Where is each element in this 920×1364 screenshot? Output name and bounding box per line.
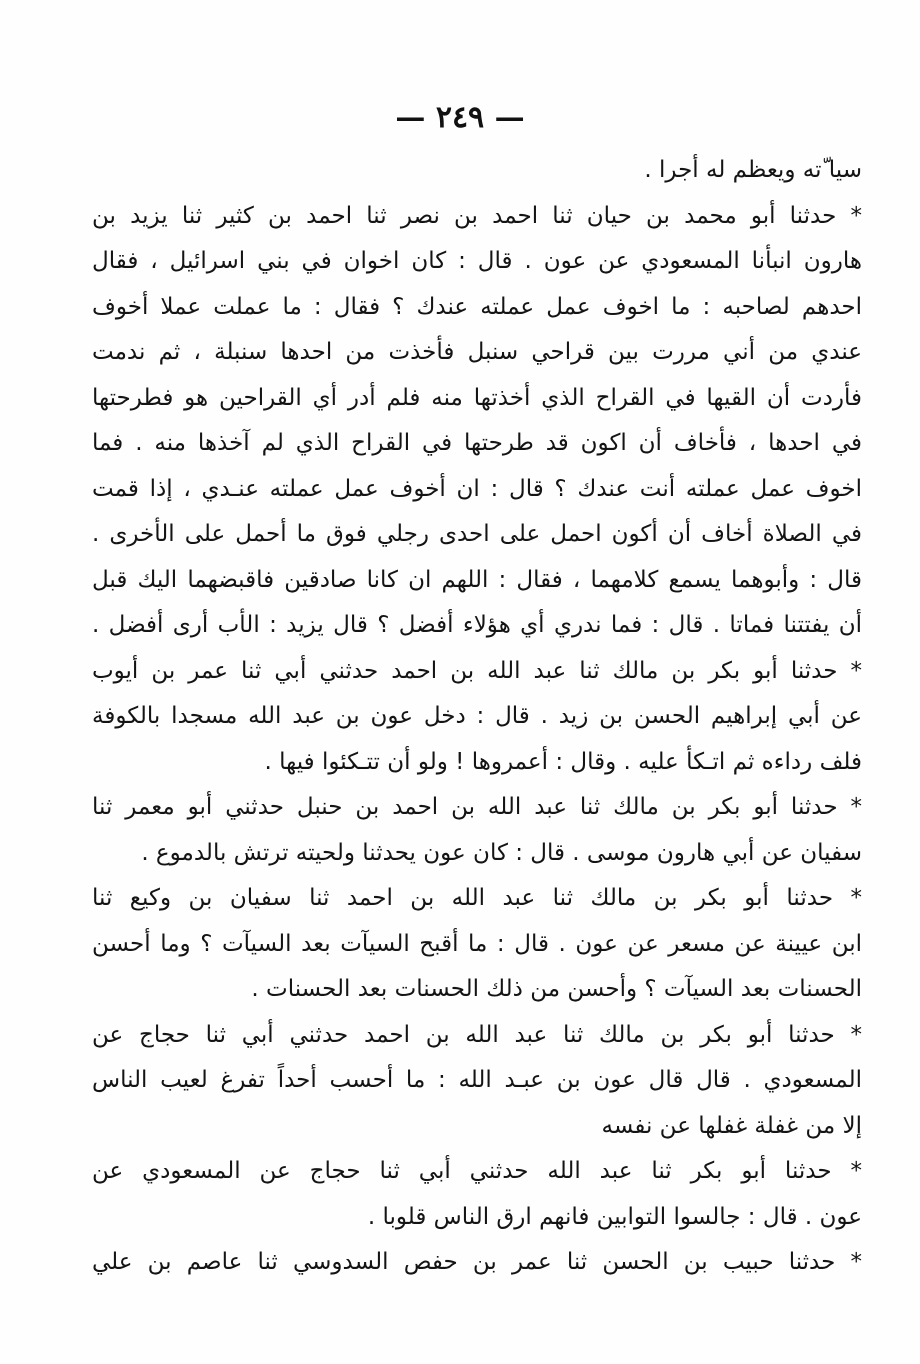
text-line: عن أبي إبراهيم الحسن بن زيد . قال : دخل عون بن عبد الله مسجدا بالكوفة xyxy=(92,703,862,729)
text-line: * حدثنا أبو بكر بن مالك ثنا عبد الله بن احمد حدثني أبي ثنا عمر بن أيوب xyxy=(92,657,862,684)
text-line: ابن عيينة عن مسعر عن عون . قال : ما أقبح السيآت بعد السيآت ؟ وما أحسن xyxy=(92,930,862,957)
text-line: أن يفتتنا فماتا . قال : فما ندري أي هؤلاء أفضل ؟ قال يزيد : الأب أرى أفضل . xyxy=(92,612,862,638)
text-line: المسعودي . قال قال عون بن عبـد الله : ما أحسب أحداً تفرغ لعيب الناس xyxy=(92,1067,862,1093)
text-line: فلف رداءه ثم اتـكأ عليه . وقال : أعمروها ! ولو أن تتـكئوا فيها . xyxy=(264,748,862,775)
text-line: هارون انبأنا المسعودي عن عون . قال : كان اخوان في بني اسرائيل ، فقال xyxy=(92,248,862,274)
text-line: احدهم لصاحبه : ما اخوف عمل عملته عندك ؟ فقال : ما عملت عملا أخوف xyxy=(92,293,862,320)
text-line: عون . قال : جالسوا التوابين فانهم ارق الناس قلوبا . xyxy=(367,1203,862,1230)
text-line: اخوف عمل عملته أنت عندك ؟ قال : ان أخوف عمل عملته عنـدي ، إذا قمت xyxy=(92,475,862,502)
text-line: سيا ّته ويعظم له أجرا . xyxy=(644,157,862,183)
text-line: * حدثنا أبو بكر بن مالك ثنا عبد الله بن احمد بن حنبل حدثني أبو معمر ثنا xyxy=(92,794,862,820)
text-line: * حدثنا أبو محمد بن حيان ثنا احمد بن نصر ثنا احمد بن كثير ثنا يزيد بن xyxy=(92,202,862,229)
text-line: إلا من غفلة غفلها عن نفسه xyxy=(601,1112,862,1139)
text-line: في احدها ، فأخاف أن اكون قد طرحتها في القراح الذي لم آخذها منه . فما xyxy=(92,430,862,456)
text-line: * حدثنا أبو بكر ثنا عبد الله حدثني أبي ثنا حجاج عن المسعودي عن xyxy=(92,1158,862,1184)
page-number: — ٢٤٩ — xyxy=(395,100,525,135)
text-line: فأردت أن القيها في القراح الذي أخذتها منه فلم أدر أي القراحين هو فطرحتها xyxy=(92,384,862,411)
text-line: في الصلاة أخاف أن أكون احمل على احدى رجلي فوق ما أحمل على الأخرى . xyxy=(92,521,862,547)
text-line: قال : وأبوهما يسمع كلامهما ، فقال : اللهم ان كانا صادقين فاقبضهما اليك قبل xyxy=(92,566,862,593)
text-line: سفيان عن أبي هارون موسى . قال : كان عون يحدثنا ولحيته ترتش بالدموع . xyxy=(141,839,862,866)
arabic-text-body xyxy=(92,148,862,1286)
text-line: * حدثنا أبو بكر بن مالك ثنا عبد الله بن احمد ثنا سفيان بن وكيع ثنا xyxy=(92,885,862,911)
text-line: * حدثنا حبيب بن الحسن ثنا عمر بن حفص السدوسي ثنا عاصم بن علي xyxy=(92,1249,862,1275)
text-line: الحسنات بعد السيآت ؟ وأحسن من ذلك الحسنات بعد الحسنات . xyxy=(251,976,862,1002)
text-line: عندي من أني مررت بين قراحي سنبل فأخذت من احدها سنبلة ، ثم ندمت xyxy=(92,339,862,365)
text-line: * حدثنا أبو بكر بن مالك ثنا عبد الله بن احمد حدثني أبي ثنا حجاج عن xyxy=(92,1021,862,1048)
